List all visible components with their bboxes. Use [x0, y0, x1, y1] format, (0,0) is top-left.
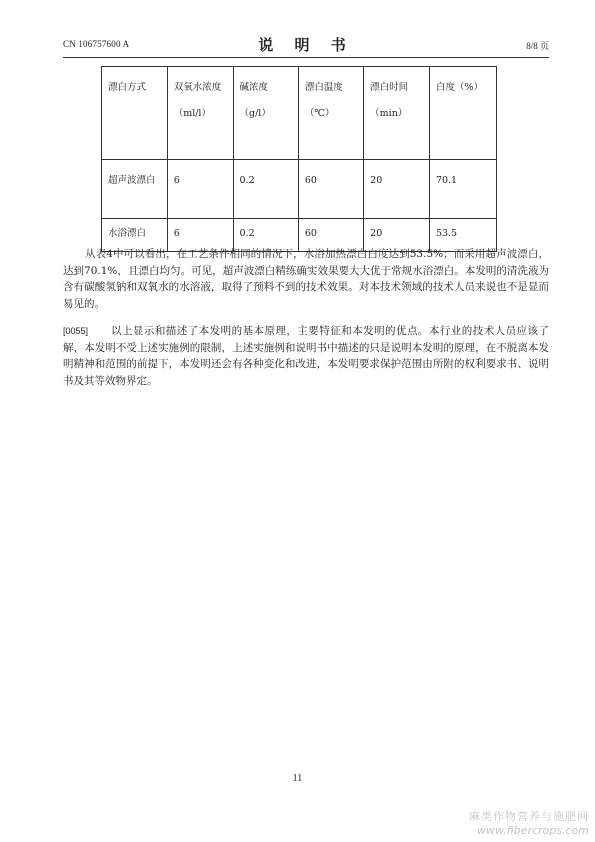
table-header-cell: 双氧水浓度（ml/l）: [167, 67, 233, 160]
table-cell: 70.1: [429, 160, 496, 219]
patent-number: CN 106757600 A: [63, 39, 130, 49]
table-cell: 水浴漂白: [102, 219, 168, 252]
page-info: 8/8 页: [526, 41, 549, 51]
paragraph-number: [0055]: [63, 326, 89, 336]
table-cell: 60: [298, 160, 363, 219]
page-number: 11: [292, 773, 303, 784]
table-cell: 20: [364, 160, 430, 219]
table-cell: 超声波漂白: [102, 160, 168, 219]
table-header-row: [102, 67, 497, 160]
watermark: [469, 808, 589, 837]
table-header-cell: 漂白时间（min）: [364, 67, 430, 160]
paragraph-results: 从表4中可以看出，在工艺条件相同的情况下，水浴加热漂白白度达到53.5%；而采用超声波漂白，达到70.1%，且漂白均匀。可见，超声波漂白精练确实效果要大大优于常规水浴漂白。本发明的清洗液为含有碳酸氢钠和双氧水的水溶液，取得了预料不到的技术效果。对本技术领域的技术人员来说也不是显而易见的。: [63, 248, 549, 310]
header-rule: [63, 57, 549, 58]
table-cell: 6: [167, 219, 233, 252]
watermark-url: www.fibercrops.com: [476, 824, 589, 837]
table-row: [102, 160, 497, 219]
table-header-cell: 漂白方式: [102, 67, 168, 160]
table-header-cell: 白度（%）: [429, 67, 496, 160]
page-header: [63, 34, 549, 56]
paragraph-text: 以上显示和描述了本发明的基本原理，主要特征和本发明的优点。本行业的技术人员应该了解，本发明不受上述实施例的限制，上述实施例和说明书中描述的只是说明本发明的原理，在不脱离本发明精神和范围的前提下，本发明还会有各种变化和改进，本发明要求保护范围由所附的权利要求书、说明书及其等效物界定。: [63, 325, 549, 387]
watermark-site-name: 麻类作物营养与施肥网: [469, 810, 589, 823]
table-header-cell: 碱浓度（g/l）: [233, 67, 298, 160]
table-cell: 0.2: [233, 219, 298, 252]
table-cell: 20: [364, 219, 430, 252]
paragraph-0055: [63, 323, 549, 389]
table-cell: 53.5: [429, 219, 496, 252]
table-cell: 6: [167, 160, 233, 219]
document-title: 说 明 书: [258, 36, 354, 54]
results-table: [101, 66, 497, 252]
table-header-cell: 漂白温度（℃）: [298, 67, 363, 160]
table-cell: 0.2: [233, 160, 298, 219]
table-cell: 60: [298, 219, 363, 252]
